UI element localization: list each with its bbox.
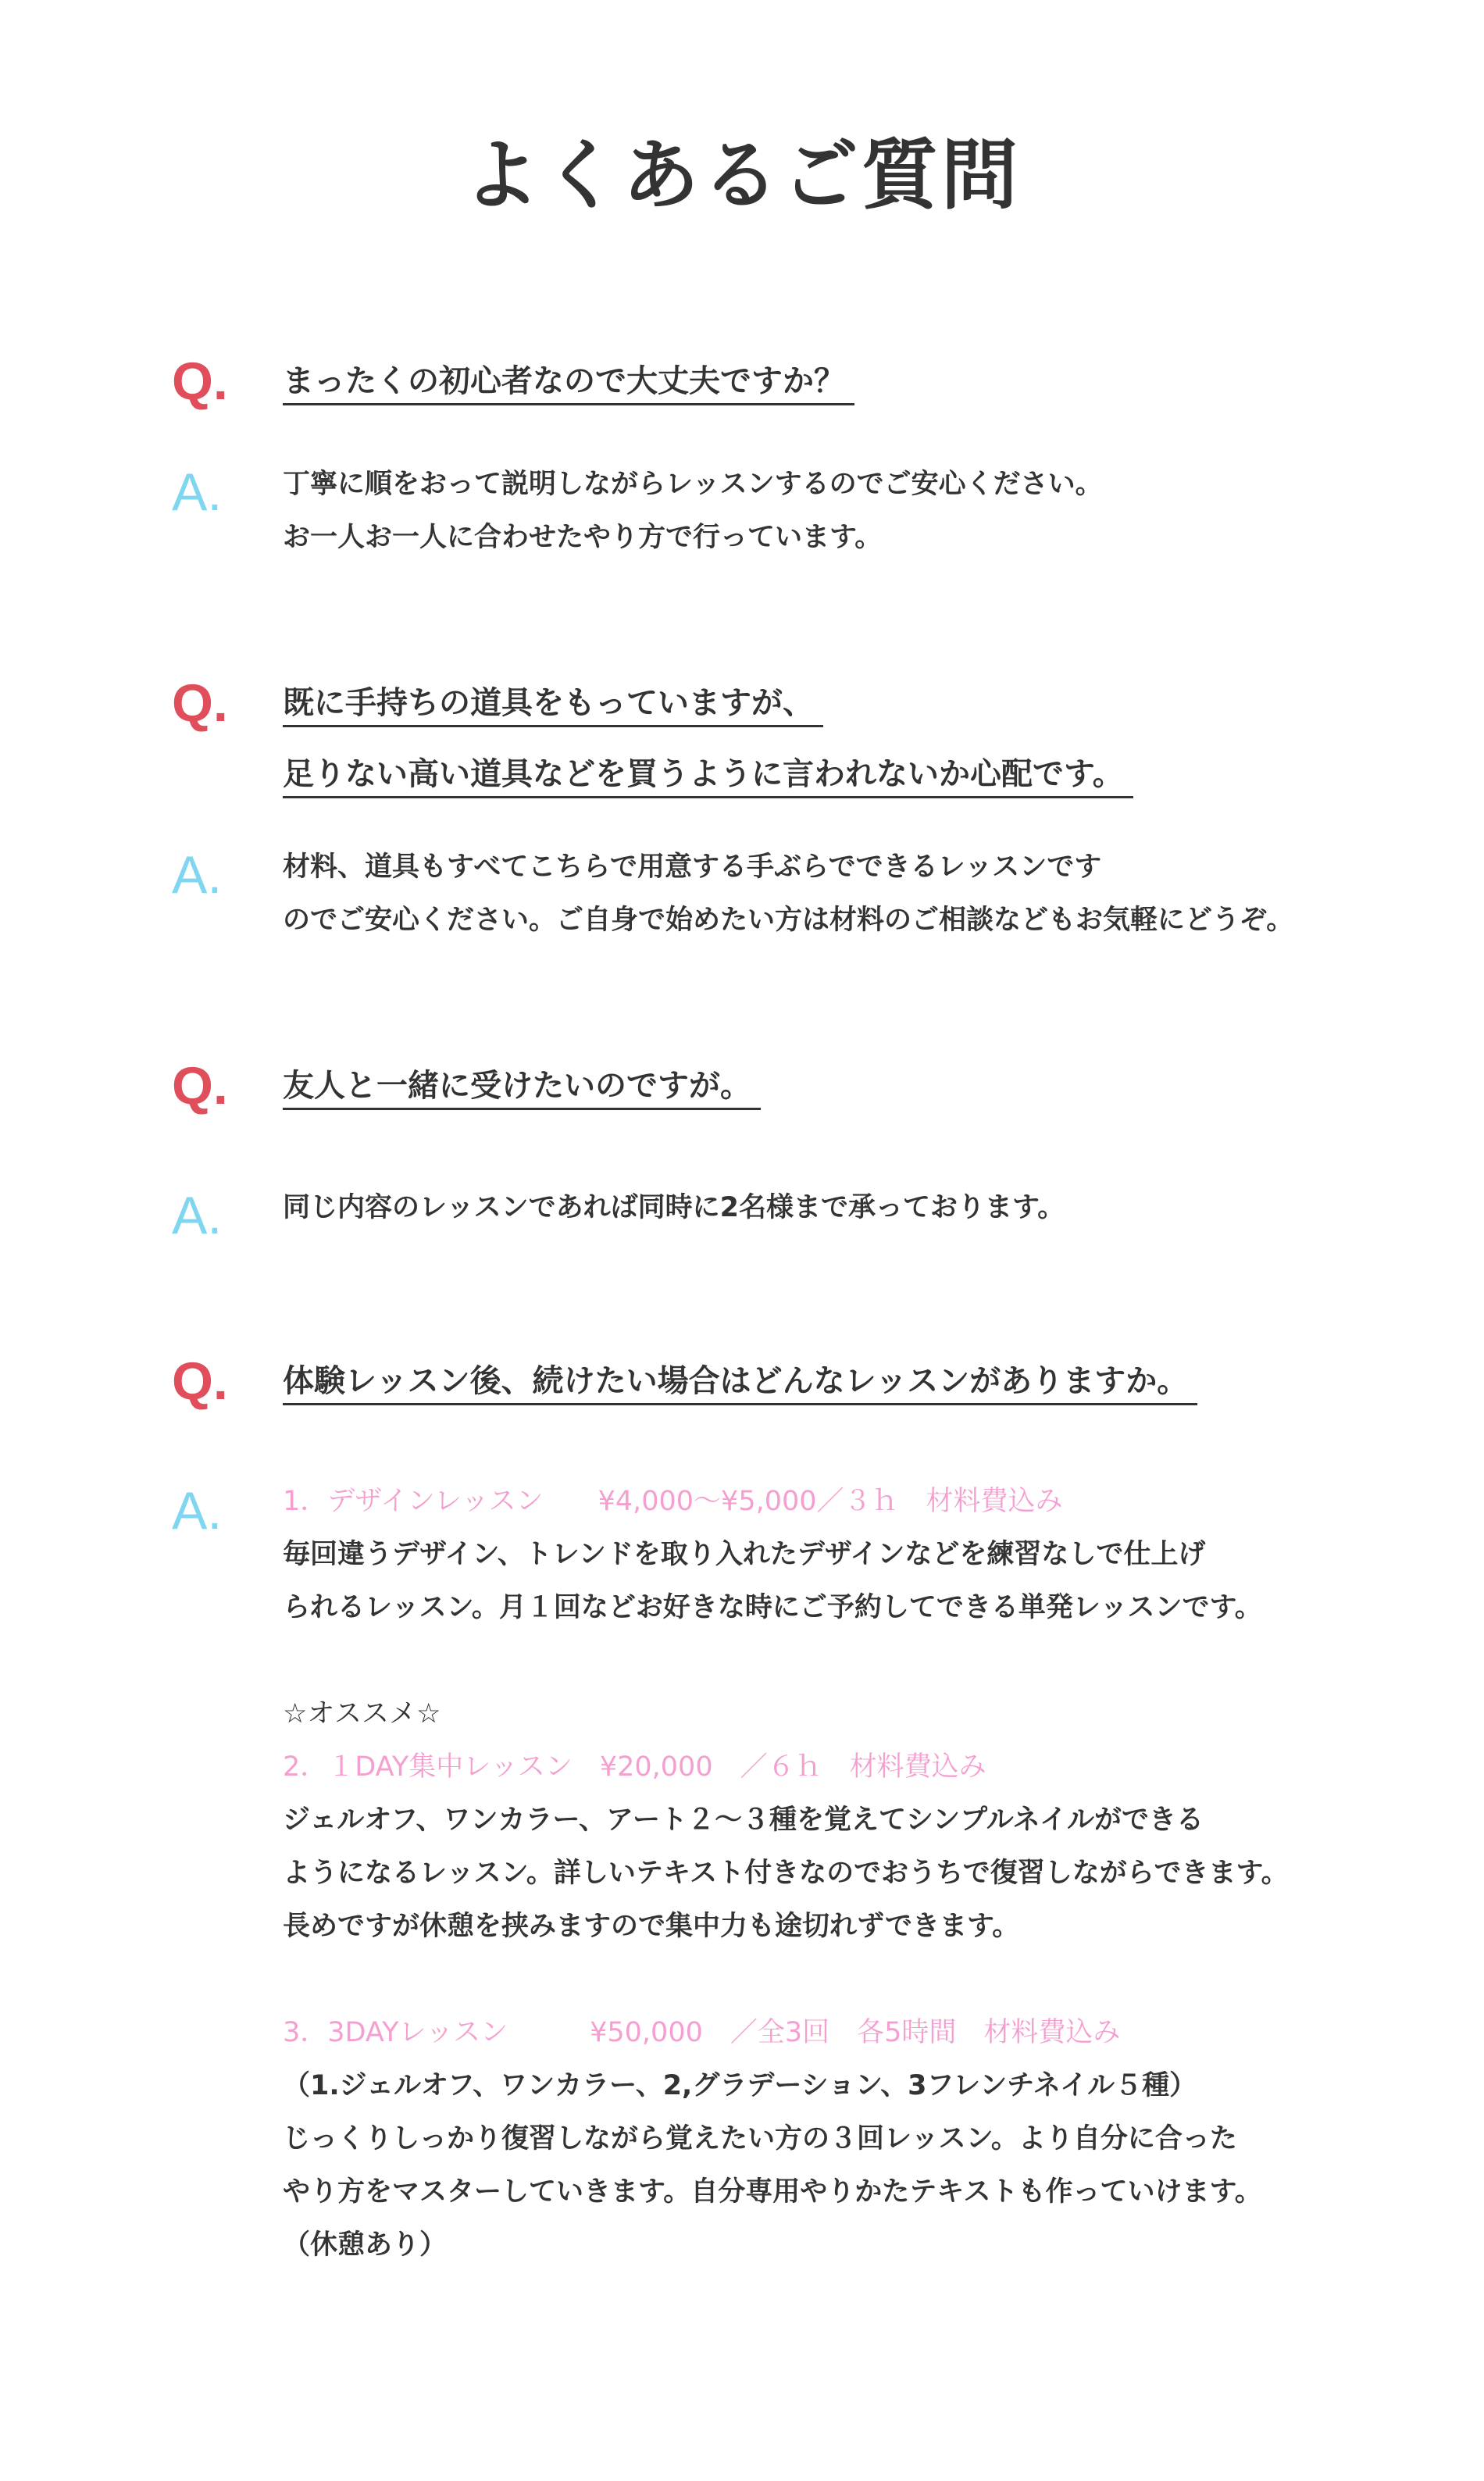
a-mark: A. (172, 1186, 223, 1245)
question-line: 体験レッスン後、続けたい場合はどんなレッスンがありますか。 (283, 1359, 1197, 1405)
answer-line: 材料、道具もすべてこちらで用意する手ぶらでできるレッスンです (283, 851, 1102, 883)
spacer (283, 1953, 1289, 2006)
answer-line: （休憩あり） (283, 2229, 448, 2261)
answer-text (283, 1475, 1289, 2272)
question-line: まったくの初心者なので大丈夫ですか？ (283, 359, 854, 405)
answer-line: ジェルオフ、ワンカラー、アート２〜３種を覚えてシンプルネイルができる (283, 1805, 1204, 1836)
question-line: 既に手持ちの道具をもっていますが、 (283, 681, 823, 727)
answer-line: 毎回違うデザイン、トレンドを取り入れたデザインなどを練習なしで仕上げ (283, 1539, 1206, 1570)
answer-line: 丁寧に順をおって説明しながらレッスンするのでご安心ください。 (283, 469, 1103, 500)
question-line: 足りない高い道具などを買うように言われないか心配です。 (283, 752, 1133, 798)
plan-3-heading: 3．3DAYレッスン ¥50,000 ／全3回 各5時間 材料費込み (283, 2017, 1121, 2048)
q-mark: Q. (172, 1056, 228, 1116)
answer-text (283, 841, 1293, 947)
recommend-note: ☆オススメ☆ (283, 1698, 441, 1730)
answer-line: やり方をマスターしていきます。自分専用やりかたテキストも作っていけます。 (283, 2176, 1262, 2208)
plan-1-heading: 1．デザインレッスン ¥4,000〜¥5,000／３ｈ 材料費込み (283, 1486, 1063, 1517)
question-text (283, 672, 1133, 814)
spacer (283, 1634, 1289, 1687)
a-mark: A. (172, 1481, 223, 1540)
q-mark: Q. (172, 1351, 228, 1411)
plan-2-heading: 2．１DAY集中レッスン ¥20,000 ／６ｈ 材料費込み (283, 1751, 986, 1783)
question-line: 友人と一緒に受けたいのですが。 (283, 1064, 761, 1110)
answer-text (283, 458, 1103, 564)
answer-text (283, 1181, 1065, 1234)
q-mark: Q. (172, 673, 228, 733)
page-title: よくあるご質問 (462, 131, 1021, 220)
a-mark: A. (172, 845, 223, 905)
question-text (283, 350, 854, 421)
answer-line: のでご安心ください。ご自身で始めたい方は材料のご相談などもお気軽にどうぞ。 (283, 905, 1294, 936)
answer-line: られるレッスン。月１回などお好きな時にご予約してできる単発レッスンです。 (283, 1592, 1262, 1623)
q-mark: Q. (172, 352, 228, 411)
answer-line: ようになるレッスン。詳しいテキスト付きなのでおうちで復習しながらできます。 (283, 1858, 1289, 1889)
answer-line: 長めですが休憩を挟みますので集中力も途切れずできます。 (283, 1911, 1020, 1942)
answer-line: じっくりしっかり復習しながら覚えたい方の３回レッスン。より自分に合った (283, 2123, 1237, 2154)
answer-line: （1.ジェルオフ、ワンカラー、2,グラデーション、3フレンチネイル５種） (283, 2070, 1197, 2101)
answer-line: お一人お一人に合わせたやり方で行っています。 (283, 522, 883, 553)
a-mark: A. (172, 462, 223, 522)
question-text (283, 1055, 761, 1126)
answer-line: 同じ内容のレッスンであれば同時に2名様まで承っております。 (283, 1192, 1065, 1223)
question-text (283, 1350, 1197, 1421)
